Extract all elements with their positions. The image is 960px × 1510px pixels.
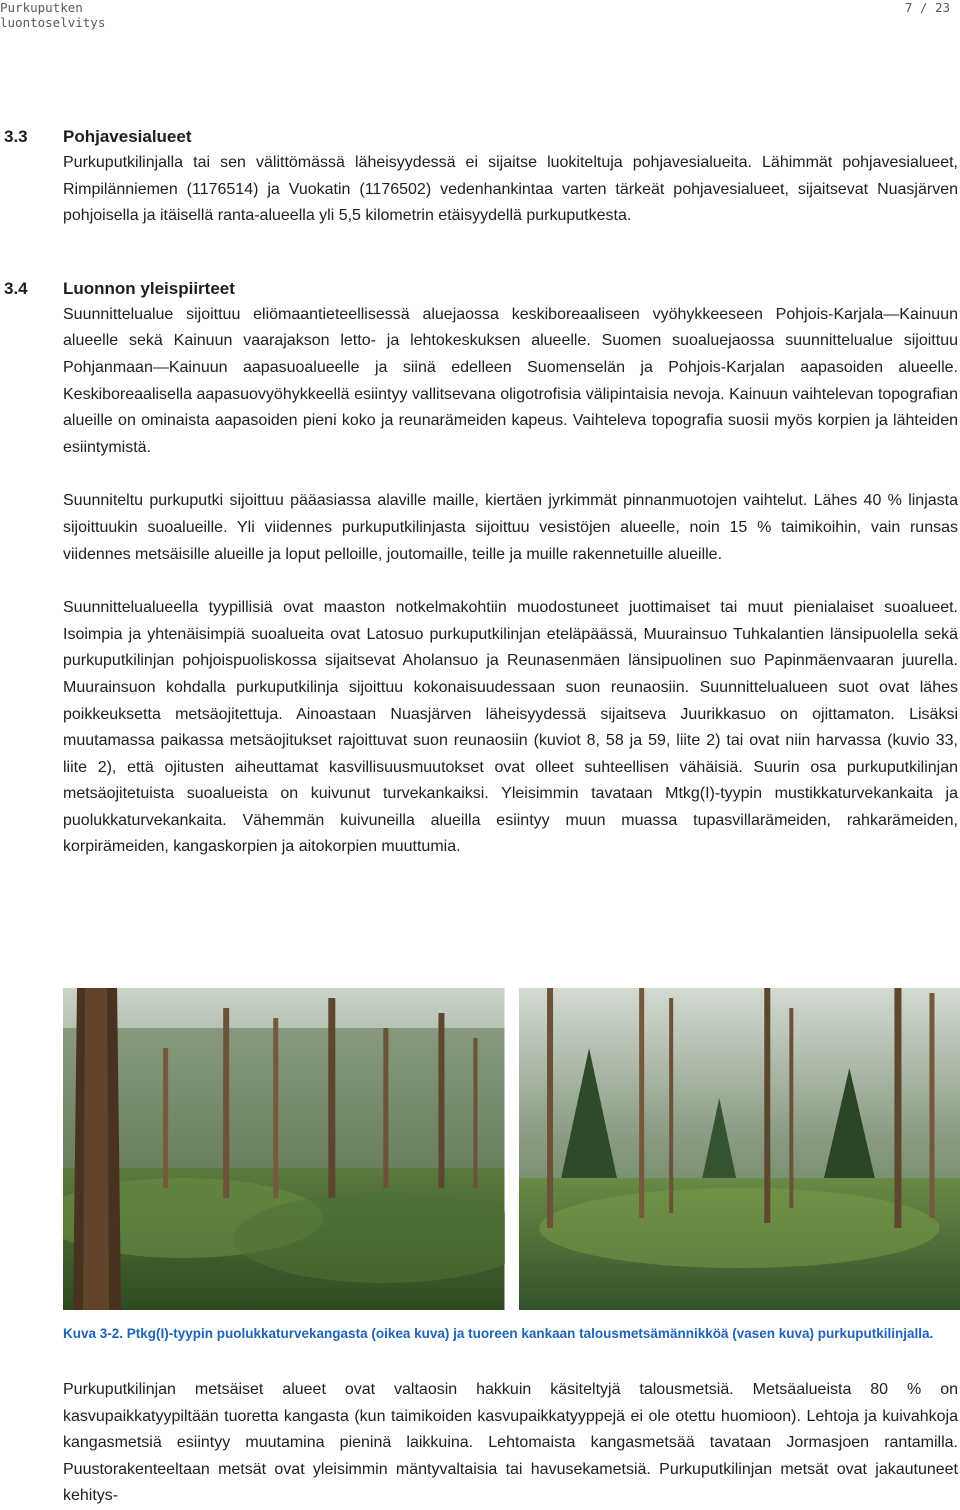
section-number: 3.4 bbox=[4, 276, 63, 302]
pine-forest-photo-svg bbox=[63, 988, 505, 1310]
paragraph-pipeline-route: Suunniteltu purkuputki sijoittuu pääasiassa alaville maille, kiertäen jyrkimmät pinnanmuotojen vaihtelut. Lähes 40 % linjasta sijoittuukin suoalueille. Yli viidennes purkuputkilinjasta sijoittuu vesistöjen alueelle, noin 15 % taimikoihin, vain runsas viidennes metsäisille alueille ja loput pelloille, joutomaille, teille ja muille rakennetuille alueille. bbox=[63, 488, 958, 568]
document-title-line-2: luontoselvitys bbox=[0, 15, 105, 30]
spruce-pine-forest-photo-svg bbox=[519, 988, 960, 1310]
page-number: 7 / 23 bbox=[905, 0, 950, 15]
document-title bbox=[0, 0, 105, 30]
figure-photos bbox=[63, 988, 960, 1310]
paragraph-groundwater: Purkuputkilinjalla tai sen välittömässä läheisyydessä ei sijaitse luokiteltuja pohjavesialueita. Lähimmät pohjavesialueet, Rimpilänniemen (1176514) ja Vuokatin (1176502) vedenhankintaa varten tärkeät pohjavesialueet, sijaitsevat Nuasjärven pohjoisella ja itäisellä ranta-alueella yli 5,5 kilometrin etäisyydellä purkuputkesta. bbox=[63, 150, 958, 230]
section-title: Pohjavesialueet bbox=[63, 124, 192, 150]
section-heading-3-4 bbox=[0, 276, 960, 302]
page-content bbox=[0, 124, 960, 861]
page-header bbox=[0, 0, 960, 40]
paragraph-nature-overview: Suunnittelualue sijoittuu eliömaantieteellisessä aluejaossa keskiboreaaliseen vyöhykkeeseen Pohjois-Karjala—Kainuun alueelle sekä Kainuun vaarajakson letto- ja lehtokeskuksen alueelle. Suomen suoaluejaossa suunnittelualue sijoittuu Pohjanmaan—Kainuun aapasuoalueelle ja siinä edelleen Suomenselän ja Pohjois-Karjalan aapasoiden alueelle. Keskiboreaalisella aapasuovyöhykkeellä esiintyy vallitsevana oligotrofisia välipintaisia nevoja. Kainuun vaihtelevan topografian alueille on ominaista aapasoiden pieni koko ja reunarämeiden kapeus. Vaihteleva topografia suosii myös korpien ja lähteiden esiintymistä. bbox=[63, 302, 958, 462]
section-heading-3-3 bbox=[0, 124, 960, 150]
document-title-line-1: Purkuputken bbox=[0, 0, 105, 15]
pine-forest-photo-icon bbox=[63, 988, 505, 1310]
paragraph-forest-areas: Purkuputkilinjan metsäiset alueet ovat valtaosin hakkuin käsiteltyjä talousmetsiä. Metsäalueista 80 % on kasvupaikkatyypiltään tuoretta kangasta (kun taimikoiden kasvupaikkatyyppejä ei ole otettu huomioon). Lehtoja ja kuivahkoja kangasmetsiä esiintyy muutamina pieninä laikkuina. Lehtomaista kangasmetsää tavataan Jormasjoen rantamilla. Puustorakenteeltaan metsät ovat yleisimmin mäntyvaltaisia tai havusekametsiä. Purkuputkilinjan metsät ovat jakautuneet kehitys- bbox=[63, 1377, 958, 1510]
section-number: 3.3 bbox=[4, 124, 63, 150]
section-title: Luonnon yleispiirteet bbox=[63, 276, 235, 302]
spruce-pine-forest-photo-icon bbox=[519, 988, 960, 1310]
figure-caption: Kuva 3-2. Ptkg(I)-tyypin puolukkaturvekangasta (oikea kuva) ja tuoreen kankaan talousmetsämännikköä (vasen kuva) purkuputkilinjalla. bbox=[63, 1324, 943, 1344]
paragraph-mire-areas: Suunnittelualueella tyypillisiä ovat maaston notkelmakohtiin muodostuneet juottimaiset tai muut pienialaiset suoalueet. Isoimpia ja yhtenäisimpiä suoalueita ovat Latosuo purkuputkilinjan eteläpäässä, Muurainsuo Tuhkalantien länsipuolella sekä purkuputkilinjan pohjoispuoliskossa sijaitsevat Aholansuo ja Reunasenmäen länsipuolinen suo Papinmäenvaaran juurella. Muurainsuon kohdalla purkuputkilinja sijoittuu kokonaisuudessaan suon reunaosiin. Suunnittelualueen suot ovat lähes poikkeuksetta metsäojitettuja. Ainoastaan Nuasjärven läheisyydessä sijaitseva Juurikkasuo on ojittamaton. Lisäksi muutamassa paikassa metsäojitukset rajoittuvat suon reunaosiin (kuviot 8, 58 ja 59, liite 2) tai ovat niin harvassa (kuvio 33, liite 2), että ojitusten aiheuttamat kasvillisuusmuutokset ovat olleet suhteellisen vähäisiä. Suurin osa purkuputkilinjan metsäojitetuista suoalueista on kuivunut turvekankaiksi. Yleisimmin tavataan Mtkg(I)-tyypin mustikkaturvekankaita ja puolukkaturvekankaita. Vähemmän kuivuneilla alueilla esiintyy muun muassa tupasvillarämeiden, rahkarämeiden, korpirämeiden, kangaskorpien ja aitokorpien muuttumia. bbox=[63, 595, 958, 861]
